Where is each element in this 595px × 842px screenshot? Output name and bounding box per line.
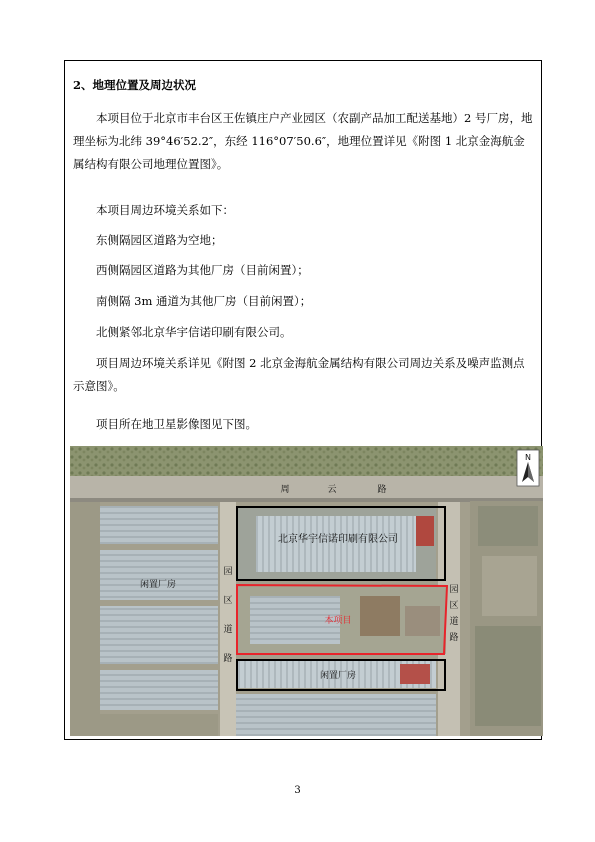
west-building-1 — [100, 506, 218, 544]
west-road-label-4: 路 — [223, 654, 233, 664]
east-road-label-4: 路 — [449, 633, 459, 643]
west-building-3 — [100, 606, 218, 664]
east-road-label-1: 园 — [449, 585, 459, 595]
south-building-label: 闲置厂房 — [319, 671, 357, 681]
vegetation-top — [70, 446, 543, 476]
section-heading: 2、地理位置及周边状况 — [73, 78, 197, 92]
top-road-label-2: 云 — [327, 485, 337, 495]
north-arrow-icon — [517, 450, 539, 486]
top-road — [70, 476, 543, 500]
top-road-label-1: 周 — [280, 485, 290, 495]
project-label: 本项目 — [324, 616, 352, 626]
west-road-label-3: 道 — [223, 625, 233, 635]
west-road — [220, 502, 236, 736]
paragraph-north: 北侧紧邻北京华宇信诺印刷有限公司。 — [96, 325, 292, 339]
paragraph-west: 西侧隔园区道路为其他厂房（目前闲置）； — [96, 263, 309, 277]
west-road-label-2: 区 — [223, 596, 233, 606]
west-building-label: 闲置厂房 — [139, 580, 177, 590]
top-road-label-3: 路 — [377, 485, 387, 495]
page-number: 3 — [294, 785, 301, 796]
paragraph-figure-ref: 项目周边环境关系详见《附图 2 北京金海航金属结构有限公司周边关系及噪声监测点示意图》。 — [73, 356, 525, 393]
east-road-label-3: 道 — [449, 617, 459, 627]
paragraph-surroundings-intro: 本项目周边环境关系如下： — [96, 203, 234, 217]
west-building-2 — [100, 550, 218, 600]
svg-text:N: N — [525, 453, 531, 462]
west-road-label-1: 园 — [223, 567, 233, 577]
north-neighbor-label: 北京华宇信诺印刷有限公司 — [278, 534, 398, 545]
west-building-4 — [100, 670, 218, 710]
paragraph-east: 东侧隔园区道路为空地； — [96, 233, 223, 247]
satellite-image — [70, 446, 543, 736]
east-road-label-2: 区 — [449, 601, 459, 611]
paragraph-south: 南侧隔 3m 通道为其他厂房（目前闲置）； — [96, 294, 312, 308]
paragraph-satellite-intro: 项目所在地卫星影像图见下图。 — [96, 417, 257, 431]
paragraph-location: 本项目位于北京市丰台区王佐镇庄户产业园区（农副产品加工配送基地）2 号厂房，地理坐标为北纬 39°46′52.2″，东经 116°07′50.6″，地理位置详见《附图 1 北京金海航金属结构有限公司地理位置图》。 — [73, 111, 533, 171]
